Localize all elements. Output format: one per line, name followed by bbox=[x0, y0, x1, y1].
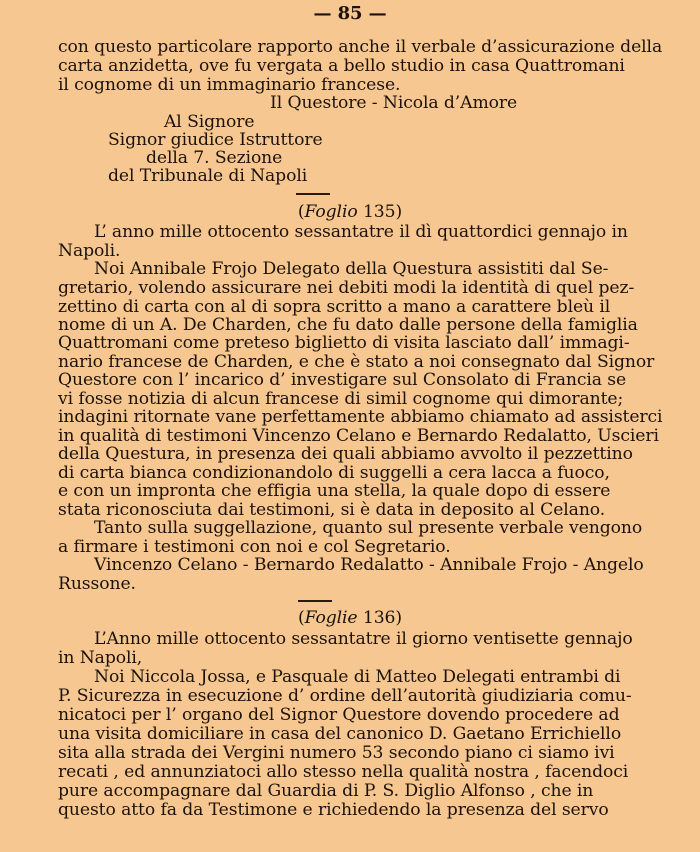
text-line: in Napoli, bbox=[58, 648, 143, 668]
text-line: nome di un A. De Charden, che fu dato dalle persone della famiglia bbox=[58, 315, 638, 335]
section-heading: (Foglio 135) bbox=[297, 202, 403, 222]
text-line: Noi Annibale Frojo Delegato della Questura assistiti dal Se- bbox=[94, 259, 609, 279]
text-line: gretario, volendo assicurare nei debiti modi la identità di quel pez- bbox=[58, 278, 635, 298]
text-line: e con un impronta che effigia una stella, la quale dopo di essere bbox=[58, 481, 611, 501]
signature-line: Il Questore - Nicola d’Amore bbox=[270, 93, 518, 113]
text-line: L’ anno mille ottocento sessantatre il dì quattordici gennajo in bbox=[94, 222, 628, 242]
text-line: sita alla strada dei Vergini numero 53 secondo piano ci siamo ivi bbox=[58, 743, 615, 763]
text-line: una visita domiciliare in casa del canonico D. Gaetano Errichiello bbox=[58, 724, 622, 744]
section-heading: (Foglie 136) bbox=[297, 608, 402, 628]
address-line: Al Signore bbox=[164, 112, 255, 132]
address-line: Signor giudice Istruttore bbox=[108, 130, 323, 150]
text-line: Quattromani come preteso biglietto di visita lasciato dall’ immagi- bbox=[58, 333, 630, 353]
text-line: nario francese de Charden, e che è stato a noi consegnato dal Signor bbox=[58, 352, 655, 372]
text-line: P. Sicurezza in esecuzione d’ ordine dell’autorità giudiziaria comu- bbox=[58, 686, 632, 706]
text-line: L’Anno mille ottocento sessantatre il giorno ventisette gennajo bbox=[94, 629, 633, 649]
text-line: zettino di carta con al di sopra scritto a mano a carattere bleù il bbox=[58, 297, 611, 317]
text-line: Noi Niccola Jossa, e Pasquale di Matteo Delegati entrambi di bbox=[94, 667, 621, 687]
text-line: carta anzidetta, ove fu vergata a bello studio in casa Quattromani bbox=[58, 56, 625, 76]
heading-number: 136 bbox=[362, 608, 396, 628]
text-line: di carta bianca condizionandolo di suggelli a cera lacca a fuoco, bbox=[58, 463, 610, 483]
text-line: Tanto sulla suggellazione, quanto sul presente verbale vengono bbox=[94, 518, 643, 538]
text-line: con questo particolare rapporto anche il verbale d’assicurazione della bbox=[58, 37, 663, 57]
text-line: Questore con l’ incarico d’ investigare sul Consolato di Francia se bbox=[58, 370, 627, 390]
text-line: della Questura, in presenza dei quali abbiamo avvolto il pezzettino bbox=[58, 444, 633, 464]
text-line: a firmare i testimoni con noi e col Segretario. bbox=[58, 537, 451, 557]
text-line: indagini ritornate vane perfettamente abbiamo chiamato ad assisterci bbox=[58, 407, 663, 427]
text-line: stata riconosciuta dai testimoni, si è data in deposito al Celano. bbox=[58, 500, 606, 520]
text-line: il cognome di un immaginario francese. bbox=[58, 75, 401, 95]
text-line: vi fosse notizia di alcun francese di simil cognome qui dimorante; bbox=[58, 389, 624, 409]
page-number: — 85 — bbox=[313, 3, 387, 24]
address-line: della 7. Sezione bbox=[146, 148, 283, 168]
section-divider bbox=[298, 600, 332, 602]
address-line: del Tribunale di Napoli bbox=[108, 166, 308, 186]
heading-label: Foglie bbox=[304, 608, 358, 628]
text-line: nicatoci per l’ organo del Signor Questore dovendo procedere ad bbox=[58, 705, 620, 725]
text-line: Vincenzo Celano - Bernardo Redalatto - Annibale Frojo - Angelo bbox=[94, 555, 644, 575]
text-line: Russone. bbox=[58, 574, 136, 594]
section-divider bbox=[296, 193, 330, 195]
text-line: in qualità di testimoni Vincenzo Celano e Bernardo Redalatto, Uscieri bbox=[58, 426, 659, 446]
text-line: recati , ed annunziatoci allo stesso nella qualità nostra , facendoci bbox=[58, 762, 629, 782]
heading-label: Foglio bbox=[304, 202, 358, 222]
heading-number: 135 bbox=[362, 202, 396, 222]
text-line: questo atto fa da Testimone e richiedendo la presenza del servo bbox=[58, 800, 609, 820]
text-line: pure accompagnare dal Guardia di P. S. Diglio Alfonso , che in bbox=[58, 781, 594, 801]
text-line: Napoli. bbox=[58, 241, 121, 261]
